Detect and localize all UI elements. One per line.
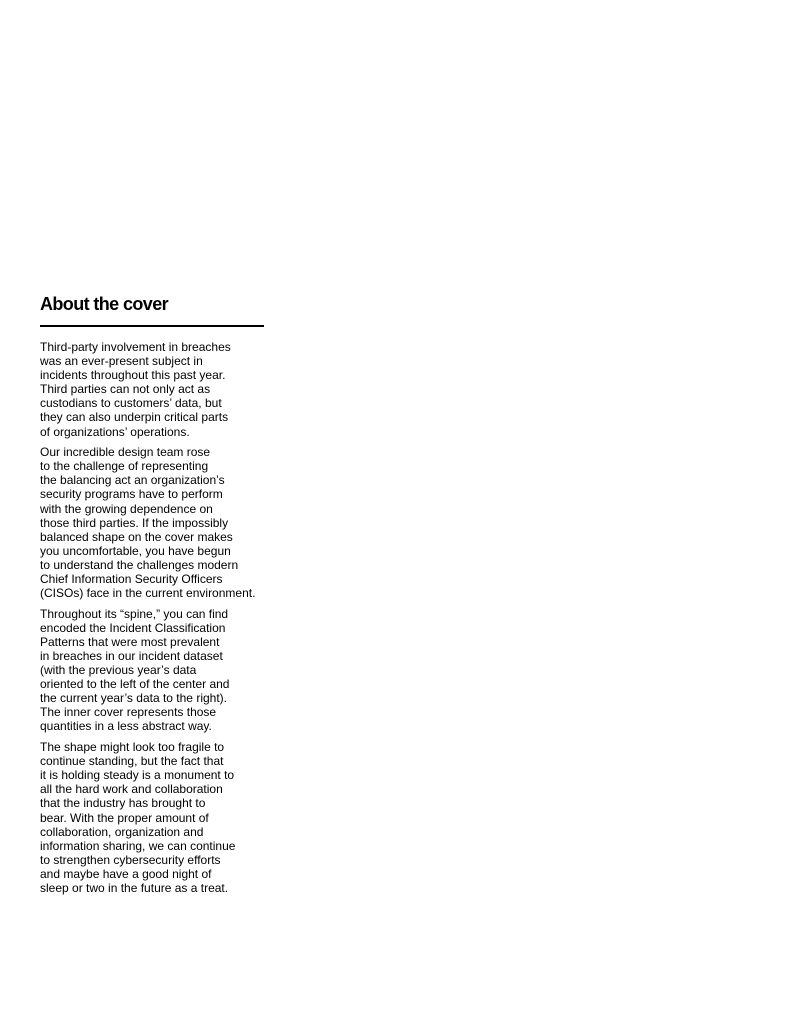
about-cover-section	[40, 292, 280, 902]
section-heading: About the cover	[40, 294, 169, 314]
paragraph-third-party: Third-party involvement in breaches was an ever-present subject in incidents throughout this past year. Third parties can not only act as custodians to customers’ data, but they can also underpin critical parts of organizations’ operations.	[40, 340, 231, 439]
paragraph-fragile-shape: The shape might look too fragile to continue standing, but the fact that it is holding steady is a monument to all the hard work and collaboration that the industry has brought to bear. With the proper amount of collaboration, organization and information sharing, we can continue to strengthen cybersecurity efforts and maybe have a good night of sleep or two in the future as a treat.	[40, 740, 236, 895]
heading-divider	[40, 325, 264, 327]
paragraph-design-team: Our incredible design team rose to the challenge of representing the balancing act an organization’s security programs have to perform with the growing dependence on those third parties. If the impossibly balanced shape on the cover makes you uncomfortable, you have begun to understand the challenges modern Chief Information Security Officers (CISOs) face in the current environment.	[40, 445, 256, 601]
paragraph-spine: Throughout its “spine,” you can find encoded the Incident Classification Patterns that were most prevalent in breaches in our incident dataset (with the previous year’s data oriented to the left of the center and the current year’s data to the right). The inner cover represents those quantities in a less abstract way.	[40, 606, 230, 734]
